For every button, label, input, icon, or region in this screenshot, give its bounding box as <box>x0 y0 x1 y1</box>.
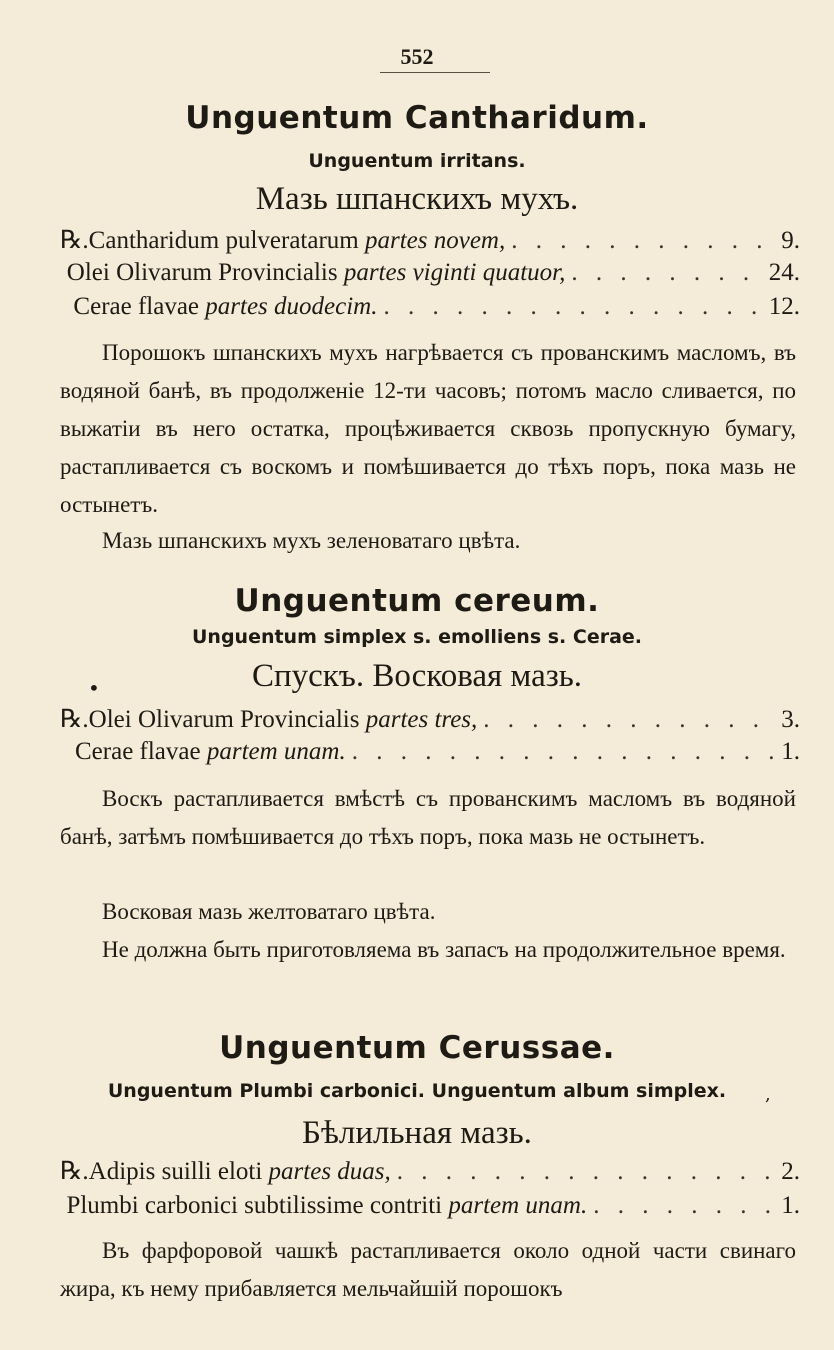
recipe-line <box>60 1156 800 1190</box>
leader-dots <box>571 259 762 287</box>
leader-dots <box>593 1192 775 1220</box>
section-title: Unguentum Cantharidum. <box>185 100 649 136</box>
ingredient-name: Plumbi carbonici subtilissime contriti <box>66 1192 443 1219</box>
section-title: Unguentum Cerussae. <box>219 1030 615 1066</box>
leader-dots <box>397 1158 775 1186</box>
paragraph: Восковая мазь желтоватаго цвѣта. <box>102 899 436 924</box>
recipe-symbol: ℞. <box>60 227 89 254</box>
ingredient-name: Olei Olivarum Provincialis <box>66 259 338 286</box>
paragraph: Въ фарфоровой чашкѣ растапливается около одной части свинаго жира, къ нему прибавляется мельчайшій порошокъ <box>60 1238 796 1301</box>
ingredient-name: Cantharidum pulveratarum <box>88 227 359 254</box>
recipe-line <box>60 293 800 327</box>
section-subtitle: Unguentum simplex s. emolliens s. Cerae. <box>191 626 643 648</box>
ingredient-amount: partes novem, <box>364 227 506 254</box>
paragraph: Мазь шпанскихъ мухъ зеленоватаго цвѣта. <box>102 528 521 553</box>
ingredient-name: Adipis suilli eloti <box>88 1158 263 1185</box>
ingredient-quantity: 1. <box>781 1192 800 1219</box>
recipe-symbol: ℞. <box>60 1158 89 1185</box>
leader-dots <box>352 738 776 766</box>
recipe-line <box>60 259 800 293</box>
ingredient-amount: partem unam. <box>206 738 346 765</box>
section-russian-title: Бѣлильная мазь. <box>302 1115 532 1151</box>
ingredient-amount: partes duas, <box>268 1158 391 1185</box>
ingredient-quantity: 12. <box>768 293 800 320</box>
recipe-line <box>60 738 800 772</box>
section-subtitle: Unguentum Plumbi carbonici. Unguentum album simplex. <box>107 1080 727 1102</box>
ingredient-name: Cerae flavae <box>73 293 200 320</box>
ingredient-name: Olei Olivarum Provincialis <box>88 706 360 733</box>
ingredient-amount: partes duodecim. <box>205 293 378 320</box>
ingredient-name: Cerae flavae <box>75 738 201 765</box>
ingredient-quantity: 24. <box>768 259 800 286</box>
stray-dot: • <box>88 676 100 700</box>
ingredient-quantity: 3. <box>781 706 800 733</box>
section-subtitle: Unguentum irritans. <box>308 150 526 172</box>
page-number-rule <box>380 72 490 73</box>
paragraph: Порошокъ шпанскихъ мухъ нагрѣвается съ прованскимъ масломъ, въ водяной банѣ, въ продолженіе 12-ти часовъ; потомъ масло сливается, по выжатіи въ него остатка, процѣживается сквозь пропускную бумагу, растапливается съ воскомъ и помѣшивается до тѣхъ поръ, пока мазь не остынетъ. <box>60 340 796 517</box>
section-russian-title: Мазь шпанскихъ мухъ. <box>255 181 579 217</box>
recipe-line <box>60 1192 800 1226</box>
section-title: Unguentum cereum. <box>234 583 600 619</box>
ingredient-amount: partem unam. <box>448 1192 588 1219</box>
leader-dots <box>483 706 775 734</box>
leader-dots <box>511 227 775 255</box>
ingredient-quantity: 1. <box>781 738 800 765</box>
paragraph: Воскъ растапливается вмѣстѣ съ прованскимъ масломъ въ водяной банѣ, затѣмъ помѣшивается до тѣхъ поръ, пока мазь не остынетъ. <box>60 786 796 849</box>
recipe-symbol: ℞. <box>60 706 89 733</box>
ingredient-quantity: 9. <box>781 227 800 254</box>
recipe-line <box>60 704 800 738</box>
ingredient-amount: partes viginti quatuor, <box>343 259 566 286</box>
paragraph: Не должна быть приготовляема въ запасъ на продолжительное время. <box>102 937 786 962</box>
ingredient-amount: partes tres, <box>365 706 478 733</box>
stray-comma: , <box>765 1084 771 1105</box>
ingredient-quantity: 2. <box>781 1158 800 1185</box>
leader-dots <box>383 293 762 321</box>
page-number: 552 <box>400 44 434 69</box>
recipe-line <box>60 225 800 259</box>
section-russian-title: Спускъ. Восковая мазь. <box>251 658 583 694</box>
